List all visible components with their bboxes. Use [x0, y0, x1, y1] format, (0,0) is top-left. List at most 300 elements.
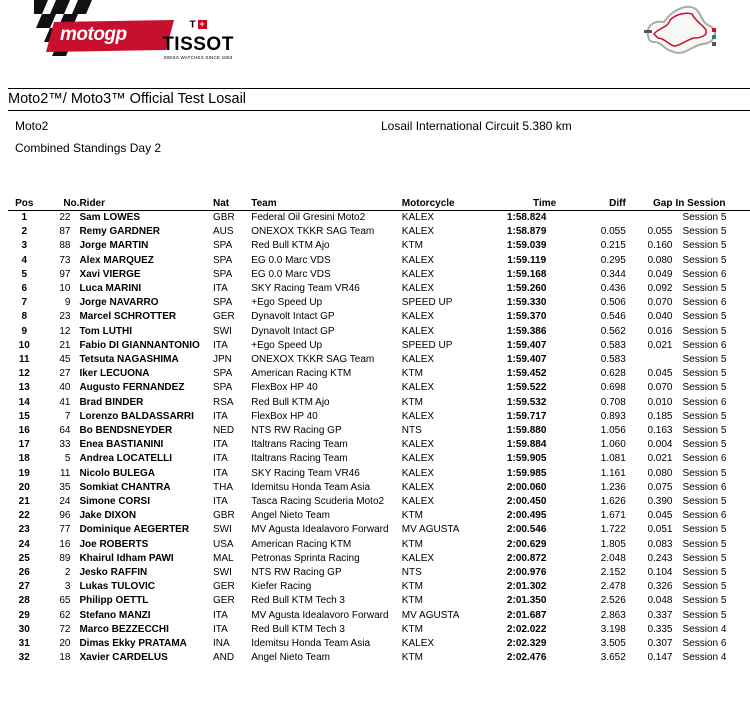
table-row	[8, 282, 750, 296]
table-row	[8, 637, 750, 651]
col-rider: Rider	[79, 197, 213, 211]
nat-cell: USA	[213, 538, 234, 550]
time-cell: 1:59.386	[506, 325, 547, 337]
rider-cell: Tom LUTHI	[79, 325, 133, 337]
nat-cell: ITA	[213, 453, 228, 465]
diff-cell	[569, 211, 626, 226]
gap-cell: 0.390	[647, 496, 673, 508]
table-row	[8, 296, 750, 310]
team-cell: EG 0.0 Marc VDS	[251, 268, 331, 280]
nat-cell: SWI	[213, 325, 232, 337]
rider-cell: Jorge MARTIN	[79, 240, 149, 252]
diff-cell: 2.048	[600, 552, 626, 564]
motorcycle-cell: KALEX	[401, 226, 435, 238]
rider-cell: Sam LOWES	[79, 212, 141, 223]
table-row	[8, 254, 750, 268]
table-row	[8, 594, 750, 608]
table-row	[8, 310, 750, 324]
nat-cell: SWI	[213, 567, 232, 579]
table-row	[8, 523, 750, 537]
motorcycle-cell: KALEX	[401, 410, 435, 422]
pos-cell: 24	[18, 538, 30, 550]
gap-cell: 0.010	[647, 396, 673, 408]
team-cell: Angel Nieto Team	[251, 510, 330, 522]
team-cell: SKY Racing Team VR46	[251, 283, 360, 295]
tissot-tagline: SWISS WATCHES SINCE 1853	[163, 55, 233, 60]
rider-cell: Xavi VIERGE	[79, 268, 141, 280]
team-cell: SKY Racing Team VR46	[251, 467, 360, 479]
diff-cell: 0.628	[600, 368, 626, 380]
rider-cell: Iker LECUONA	[79, 368, 150, 380]
motorcycle-cell: KTM	[401, 581, 423, 593]
motorcycle-cell: KALEX	[401, 467, 435, 479]
time-cell: 2:02.476	[506, 652, 547, 664]
title-top-rule	[8, 88, 750, 89]
motorcycle-cell: KTM	[401, 368, 423, 380]
session-cell: Session 6	[682, 638, 727, 650]
pos-cell: 28	[18, 595, 30, 607]
session-cell: Session 5	[682, 325, 727, 337]
pos-cell: 15	[18, 410, 30, 422]
number-cell: 73	[59, 254, 71, 266]
table-row	[8, 467, 750, 481]
diff-cell: 0.055	[600, 226, 626, 238]
gap-cell: 0.163	[647, 425, 673, 437]
team-cell: Petronas Sprinta Racing	[251, 552, 360, 564]
diff-cell: 1.060	[600, 439, 626, 451]
nat-cell: SPA	[213, 240, 233, 252]
pos-cell: 9	[21, 325, 28, 337]
rider-cell: Lukas TULOVIC	[79, 581, 156, 593]
tissot-logo	[158, 16, 238, 61]
team-cell: NTS RW Racing GP	[251, 567, 342, 579]
session-cell: Session 5	[682, 524, 727, 536]
table-row	[8, 239, 750, 253]
swiss-cross-icon: +	[199, 19, 205, 30]
diff-cell: 1.722	[600, 524, 626, 536]
time-cell: 2:02.329	[506, 638, 547, 650]
motorcycle-cell: KTM	[401, 240, 423, 252]
session-cell: Session 6	[682, 297, 727, 309]
time-cell: 2:00.060	[506, 481, 547, 493]
time-cell: 2:02.022	[506, 623, 547, 635]
nat-cell: ITA	[213, 467, 228, 479]
time-cell: 2:00.629	[506, 538, 547, 550]
nat-cell: ITA	[213, 439, 228, 451]
number-cell: 35	[59, 481, 71, 493]
time-cell: 1:59.407	[506, 354, 547, 366]
nat-cell: MAL	[213, 552, 234, 564]
pos-cell: 26	[18, 567, 30, 579]
rider-cell: Stefano MANZI	[79, 609, 151, 621]
gap-cell: 0.051	[647, 524, 673, 536]
time-cell: 2:00.495	[506, 510, 547, 522]
diff-cell: 0.546	[600, 311, 626, 323]
session-cell: Session 6	[682, 396, 727, 408]
rider-cell: Marcel SCHROTTER	[79, 311, 177, 323]
motorcycle-cell: NTS	[401, 567, 422, 579]
gap-cell: 0.326	[647, 581, 673, 593]
pos-cell: 11	[18, 354, 30, 366]
gap-cell: 0.075	[647, 481, 673, 493]
rider-cell: Luca MARINI	[79, 283, 142, 295]
number-cell: 16	[59, 538, 71, 550]
col-diff: Diff	[569, 197, 626, 211]
nat-cell: ITA	[213, 283, 228, 295]
motogp-wordmark: motogp	[60, 24, 127, 45]
number-cell: 11	[60, 467, 71, 479]
rider-cell: Simone CORSI	[79, 496, 151, 508]
motorcycle-cell: KTM	[401, 652, 423, 664]
diff-cell: 3.505	[600, 638, 626, 650]
pos-cell: 3	[21, 240, 28, 252]
table-row	[8, 552, 750, 566]
rider-cell: Marco BEZZECCHI	[79, 623, 169, 635]
table-row	[8, 353, 750, 367]
pos-cell: 12	[18, 368, 30, 380]
team-cell: +Ego Speed Up	[251, 297, 323, 309]
number-cell: 89	[59, 552, 71, 564]
rider-cell: Jake DIXON	[79, 510, 137, 522]
table-row	[8, 452, 750, 466]
col-no: No.	[40, 197, 79, 211]
pos-cell: 27	[18, 581, 30, 593]
diff-cell: 0.562	[600, 325, 626, 337]
time-cell: 2:01.687	[506, 609, 547, 621]
rider-cell: Jorge NAVARRO	[79, 297, 159, 309]
rider-cell: Enea BASTIANINI	[79, 439, 164, 451]
col-time: Time	[484, 197, 569, 211]
session-cell: Session 5	[682, 240, 727, 252]
tissot-monogram: T	[189, 19, 196, 31]
time-cell: 1:59.532	[506, 396, 547, 408]
table-row	[8, 381, 750, 395]
diff-cell: 0.215	[600, 240, 626, 252]
time-cell: 2:00.450	[506, 496, 547, 508]
motorcycle-cell: MV AGUSTA	[401, 524, 460, 536]
gap-cell: 0.147	[647, 652, 673, 664]
motorcycle-cell: KALEX	[401, 439, 435, 451]
nat-cell: RSA	[213, 396, 234, 408]
number-cell: 18	[59, 652, 71, 664]
number-cell: 64	[59, 425, 71, 437]
diff-cell: 1.626	[600, 496, 626, 508]
rider-cell: Philipp OETTL	[79, 595, 149, 607]
table-row	[8, 438, 750, 452]
number-cell: 24	[59, 496, 71, 508]
time-cell: 1:59.330	[506, 297, 547, 309]
team-cell: Federal Oil Gresini Moto2	[251, 212, 366, 223]
pos-cell: 17	[18, 439, 30, 451]
gap-cell: 0.160	[647, 240, 673, 252]
session-cell: Session 5	[682, 254, 727, 266]
table-row	[8, 367, 750, 381]
motorcycle-cell: KALEX	[401, 311, 435, 323]
rider-cell: Jesko RAFFIN	[79, 567, 148, 579]
session-cell: Session 5	[682, 354, 727, 366]
session-cell: Session 5	[682, 382, 727, 394]
diff-cell: 0.893	[600, 410, 626, 422]
nat-cell: GER	[213, 311, 235, 323]
session-cell: Session 5	[682, 467, 727, 479]
session-cell: Session 5	[682, 226, 727, 238]
gap-cell: 0.021	[647, 339, 673, 351]
team-cell: American Racing KTM	[251, 538, 352, 550]
motorcycle-cell: KALEX	[401, 354, 435, 366]
pos-cell: 6	[21, 283, 28, 295]
table-row	[8, 410, 750, 424]
gap-cell: 0.070	[647, 382, 673, 394]
pos-cell: 5	[21, 268, 28, 280]
rider-cell: Augusto FERNANDEZ	[79, 382, 185, 394]
session-cell: Session 5	[682, 595, 727, 607]
pos-cell: 16	[18, 425, 30, 437]
results-table	[8, 197, 750, 666]
rider-cell: Somkiat CHANTRA	[79, 481, 171, 493]
pos-cell: 32	[18, 652, 30, 664]
gap-cell	[626, 211, 673, 226]
nat-cell: ITA	[213, 339, 228, 351]
table-row	[8, 538, 750, 552]
rider-cell: Dimas Ekky PRATAMA	[79, 638, 187, 650]
number-cell: 65	[59, 595, 71, 607]
pos-cell: 30	[18, 623, 30, 635]
team-cell: American Racing KTM	[251, 368, 352, 380]
time-cell: 2:01.302	[506, 581, 547, 593]
nat-cell: GBR	[213, 212, 235, 223]
team-cell: Italtrans Racing Team	[251, 453, 348, 465]
number-cell: 62	[59, 609, 71, 621]
diff-cell: 1.056	[600, 425, 626, 437]
pos-cell: 21	[18, 496, 30, 508]
rider-cell: Dominique AEGERTER	[79, 524, 190, 536]
pos-cell: 25	[18, 552, 30, 564]
session-cell: Session 5	[682, 368, 727, 380]
number-cell: 12	[59, 325, 71, 337]
number-cell: 10	[59, 283, 71, 295]
table-row	[8, 225, 750, 239]
diff-cell: 1.081	[600, 453, 626, 465]
team-cell: ONEXOX TKKR SAG Team	[251, 226, 375, 238]
session-cell: Session 5	[682, 425, 727, 437]
motorcycle-cell: KTM	[401, 396, 423, 408]
session-cell: Session 6	[682, 481, 727, 493]
table-row	[8, 325, 750, 339]
team-cell: Dynavolt Intact GP	[251, 325, 335, 337]
gap-cell: 0.045	[647, 510, 673, 522]
time-cell: 1:59.260	[506, 283, 547, 295]
motorcycle-cell: KALEX	[401, 268, 435, 280]
rider-cell: Nicolo BULEGA	[79, 467, 155, 479]
nat-cell: THA	[213, 481, 234, 493]
table-row	[8, 396, 750, 410]
rider-cell: Brad BINDER	[79, 396, 144, 408]
nat-cell: SPA	[213, 368, 233, 380]
nat-cell: SPA	[213, 382, 233, 394]
gap-cell	[626, 353, 673, 367]
gap-cell: 0.004	[647, 439, 673, 451]
number-cell: 96	[59, 510, 71, 522]
number-cell: 21	[59, 339, 71, 351]
nat-cell: SWI	[213, 524, 232, 536]
number-cell: 20	[59, 638, 71, 650]
diff-cell: 0.344	[600, 268, 626, 280]
diff-cell: 2.526	[600, 595, 626, 607]
number-cell: 22	[59, 212, 71, 223]
motorcycle-cell: NTS	[401, 425, 422, 437]
table-header-row	[8, 197, 750, 211]
rider-cell: Alex MARQUEZ	[79, 254, 154, 266]
time-cell: 2:00.976	[506, 567, 547, 579]
motorcycle-cell: KALEX	[401, 254, 435, 266]
number-cell: 72	[59, 623, 71, 635]
track-map-icon	[640, 0, 725, 60]
gap-cell: 0.307	[647, 638, 673, 650]
diff-cell: 0.583	[600, 339, 626, 351]
rider-cell: Khairul Idham PAWI	[79, 552, 174, 564]
pos-cell: 22	[18, 510, 30, 522]
nat-cell: GER	[213, 581, 235, 593]
number-cell: 23	[59, 311, 71, 323]
time-cell: 1:59.370	[506, 311, 547, 323]
gap-cell: 0.337	[647, 609, 673, 621]
team-cell: Dynavolt Intact GP	[251, 311, 335, 323]
gap-cell: 0.045	[647, 368, 673, 380]
diff-cell: 0.436	[600, 283, 626, 295]
number-cell: 2	[64, 567, 71, 579]
motorcycle-cell: SPEED UP	[401, 297, 453, 309]
rider-cell: Joe ROBERTS	[79, 538, 149, 550]
motorcycle-cell: KALEX	[401, 283, 435, 295]
session-cell: Session 5	[682, 609, 727, 621]
gap-cell: 0.104	[647, 567, 673, 579]
team-cell: +Ego Speed Up	[251, 339, 323, 351]
nat-cell: ITA	[213, 609, 228, 621]
gap-cell: 0.083	[647, 538, 673, 550]
nat-cell: NED	[213, 425, 235, 437]
col-team: Team	[251, 197, 402, 211]
team-cell: MV Agusta Idealavoro Forward	[251, 609, 389, 621]
diff-cell: 1.671	[600, 510, 626, 522]
pos-cell: 18	[18, 453, 30, 465]
time-cell: 1:59.880	[506, 425, 547, 437]
motorcycle-cell: SPEED UP	[401, 339, 453, 351]
motorcycle-cell: KALEX	[401, 552, 435, 564]
pos-cell: 10	[18, 339, 30, 351]
session-cell: Session 5	[682, 496, 727, 508]
number-cell: 88	[59, 240, 71, 252]
tissot-brand: TISSOT	[162, 34, 234, 55]
gap-cell: 0.048	[647, 595, 673, 607]
diff-cell: 0.698	[600, 382, 626, 394]
pos-cell: 31	[18, 638, 30, 650]
pos-cell: 7	[21, 297, 28, 309]
rider-cell: Xavier CARDELUS	[79, 652, 168, 664]
pos-cell: 29	[18, 609, 30, 621]
time-cell: 1:59.905	[506, 453, 547, 465]
time-cell: 1:59.717	[506, 410, 547, 422]
session-cell: Session 5	[682, 581, 727, 593]
nat-cell: AND	[213, 652, 235, 664]
session-cell: Session 6	[682, 268, 727, 280]
table-row	[8, 339, 750, 353]
session-cell: Session 5	[682, 567, 727, 579]
time-cell: 1:59.522	[506, 382, 547, 394]
nat-cell: GER	[213, 595, 235, 607]
team-cell: Idemitsu Honda Team Asia	[251, 638, 371, 650]
motorcycle-cell: KALEX	[401, 638, 435, 650]
time-cell: 1:59.884	[506, 439, 547, 451]
rider-cell: Lorenzo BALDASSARRI	[79, 410, 194, 422]
gap-cell: 0.335	[647, 623, 673, 635]
session-cell: Session 4	[682, 652, 727, 664]
table-row	[8, 580, 750, 594]
table-row	[8, 424, 750, 438]
motorcycle-cell: KTM	[401, 510, 423, 522]
motorcycle-cell: KALEX	[401, 496, 435, 508]
team-cell: FlexBox HP 40	[251, 382, 318, 394]
time-cell: 1:59.039	[506, 240, 547, 252]
motorcycle-cell: KTM	[401, 623, 423, 635]
gap-cell: 0.243	[647, 552, 673, 564]
team-cell: EG 0.0 Marc VDS	[251, 254, 331, 266]
table-row	[8, 481, 750, 495]
table-row	[8, 609, 750, 623]
number-cell: 5	[64, 453, 71, 465]
nat-cell: ITA	[213, 623, 228, 635]
time-cell: 1:59.985	[506, 467, 547, 479]
time-cell: 2:01.350	[506, 595, 547, 607]
table-row	[8, 623, 750, 637]
number-cell: 41	[59, 396, 71, 408]
rider-cell: Bo BENDSNEYDER	[79, 425, 173, 437]
gap-cell: 0.016	[647, 325, 673, 337]
motorcycle-cell: KALEX	[401, 453, 435, 465]
class-name: Moto2	[15, 119, 49, 133]
session-cell: Session 6	[682, 339, 727, 351]
number-cell: 87	[59, 226, 71, 238]
table-row	[8, 509, 750, 523]
team-cell: NTS RW Racing GP	[251, 425, 342, 437]
nat-cell: INA	[213, 638, 230, 650]
nat-cell: SPA	[213, 297, 233, 309]
session-cell: Session 5	[682, 538, 727, 550]
diff-cell: 1.161	[600, 467, 626, 479]
table-row	[8, 495, 750, 509]
session-cell: Session 6	[682, 453, 727, 465]
diff-cell: 1.805	[600, 538, 626, 550]
number-cell: 7	[64, 410, 71, 422]
gap-cell: 0.040	[647, 311, 673, 323]
pos-cell: 4	[21, 254, 28, 266]
time-cell: 1:59.168	[506, 268, 547, 280]
team-cell: Red Bull KTM Tech 3	[251, 595, 345, 607]
nat-cell: AUS	[213, 226, 234, 238]
time-cell: 2:00.872	[506, 552, 547, 564]
team-cell: Tasca Racing Scuderia Moto2	[251, 496, 385, 508]
diff-cell: 1.236	[600, 481, 626, 493]
table-row	[8, 268, 750, 282]
number-cell: 9	[64, 297, 71, 309]
session-cell: Session 5	[682, 212, 727, 223]
gap-cell: 0.055	[647, 226, 673, 238]
team-cell: Red Bull KTM Ajo	[251, 396, 330, 408]
diff-cell: 2.863	[600, 609, 626, 621]
diff-cell: 0.506	[600, 297, 626, 309]
gap-cell: 0.185	[647, 410, 673, 422]
diff-cell: 0.583	[600, 354, 626, 366]
team-cell: Angel Nieto Team	[251, 652, 330, 664]
